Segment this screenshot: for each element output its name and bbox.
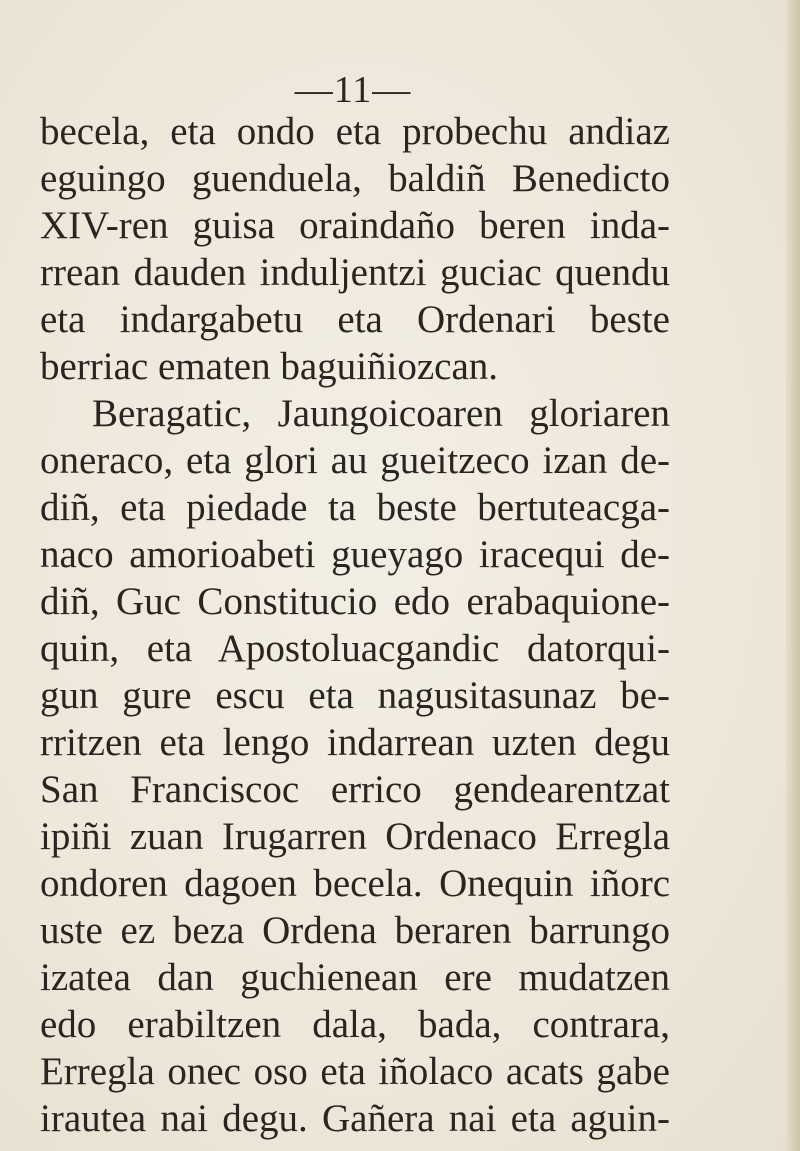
text-line: Erregla onec oso eta iñolaco acats gabe: [40, 1050, 670, 1093]
text-line: diñ, Guc Constitucio edo erabaquione-: [40, 580, 670, 623]
text-line: rrean dauden induljentzi guciac quendu: [40, 251, 670, 294]
text-line: uste ez beza Ordena beraren barrungo: [40, 909, 670, 952]
text-line: rritzen eta lengo indarrean uzten degu: [40, 721, 670, 764]
text-line: naco amorioabeti gueyago iracequi de-: [40, 533, 670, 576]
text-line: izatea dan guchienean ere mudatzen: [40, 956, 670, 999]
text-line: becela, eta ondo eta probechu andiaz: [40, 110, 670, 153]
text-line: Beragatic, Jaungoicoaren gloriaren: [92, 392, 670, 435]
text-line: gun gure escu eta nagusitasunaz be-: [40, 674, 670, 717]
text-line: ondoren dagoen becela. Onequin iñorc: [40, 862, 670, 905]
page-edge: [786, 0, 800, 1151]
body-text: [40, 108, 670, 1142]
text-line: XIV-ren guisa oraindaño beren inda-: [40, 204, 670, 247]
text-line: eguingo guenduela, baldiñ Benedicto: [40, 157, 670, 200]
text-line: ipiñi zuan Irugarren Ordenaco Erregla: [40, 815, 670, 858]
text-line: oneraco, eta glori au gueitzeco izan de-: [40, 439, 670, 482]
text-line: quin, eta Apostoluacgandic datorqui-: [40, 627, 670, 670]
text-line: berriac ematen baguiñiozcan.: [40, 345, 499, 388]
text-line: eta indargabetu eta Ordenari beste: [40, 298, 670, 341]
text-line: diñ, eta piedade ta beste bertuteacga-: [40, 486, 670, 529]
text-line: irautea nai degu. Gañera nai eta aguin-: [40, 1097, 670, 1140]
page-number: —11—: [294, 69, 412, 111]
text-line: edo erabiltzen dala, bada, contrara,: [40, 1003, 670, 1046]
text-line: San Franciscoc errico gendearentzat: [40, 768, 670, 811]
